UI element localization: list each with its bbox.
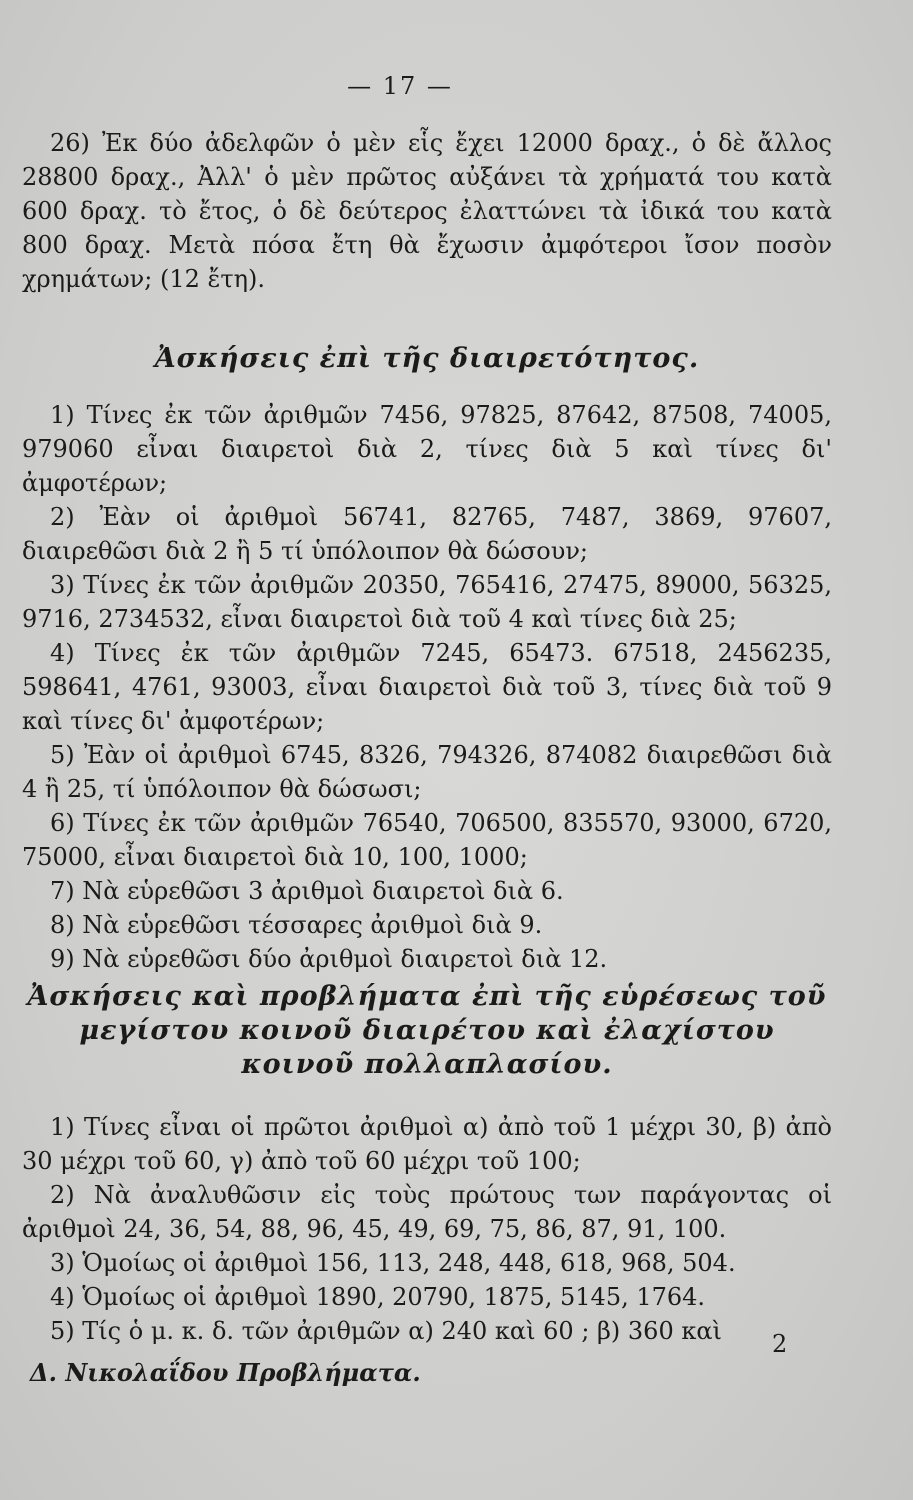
footer-book-title: Δ. Νικολαΐδου Προβλήματα. [30,1358,421,1387]
exercise-item: 7) Νὰ εὑρεθῶσι 3 ἀριθμοὶ διαιρετοὶ διὰ 6. [50,877,564,905]
problem-26: 26) Ἐκ δύο ἀδελφῶν ὁ μὲν εἷς ἔχει 12000 δραχ., ὁ δὲ ἄλλος 28800 δραχ., Ἀλλ' ὁ μὲν πρῶτος αὐξάνει τὰ χρήματά του κατὰ 600 δραχ. τὸ ἔτος, ὁ δὲ δεύτερος ἐλαττώνει τὰ ἰδικά του κατὰ 800 δραχ. Μετὰ πόσα ἔτη θὰ ἔχωσιν ἀμφότεροι ἴσον ποσὸν χρημάτων; (12 ἔτη). [22,129,832,293]
exercise-item: 4) Τίνες ἐκ τῶν ἀριθμῶν 7245, 65473. 67518, 2456235, 598641, 4761, 93003, εἶναι διαιρετοὶ διὰ τοῦ 3, τίνες διὰ τοῦ 9 καὶ τίνες δι' ἀμφοτέρων; [22,639,832,735]
exercise-item: 6) Τίνες ἐκ τῶν ἀριθμῶν 76540, 706500, 835570, 93000, 6720, 75000, εἶναι διαιρετοὶ διὰ 10, 100, 1000; [22,809,832,871]
exercise-item: 2) Νὰ ἀναλυθῶσιν εἰς τοὺς πρώτους των παράγοντας οἱ ἀριθμοὶ 24, 36, 54, 88, 96, 45, 49, 69, 75, 86, 87, 91, 100. [22,1181,832,1243]
page-number: — 17 — [347,72,453,100]
exercise-item: 4) Ὁμοίως οἱ ἀριθμοὶ 1890, 20790, 1875, 5145, 1764. [50,1283,706,1311]
exercise-item: 9) Νὰ εὑρεθῶσι δύο ἀριθμοὶ διαιρετοὶ διὰ 12. [50,945,608,973]
exercise-item: 1) Τίνες ἐκ τῶν ἀριθμῶν 7456, 97825, 87642, 87508, 74005, 979060 εἶναι διαιρετοὶ διὰ 2, τίνες διὰ 5 καὶ τίνες δι' ἀμφοτέρων; [22,401,832,497]
section-divisibility-list [22,398,832,976]
section-gcd-lcm-title-line3: κοινοῦ πολλαπλασίου. [241,1049,613,1080]
section-gcd-lcm-title-line2: μεγίστου κοινοῦ διαιρέτου καὶ ἐλαχίστου [79,1015,775,1046]
section-gcd-lcm-title [22,980,832,1082]
exercise-item: 1) Τίνες εἶναι οἱ πρῶτοι ἀριθμοὶ α) ἀπὸ τοῦ 1 μέχρι 30, β) ἀπὸ 30 μέχρι τοῦ 60, γ) ἀπὸ τοῦ 60 μέχρι τοῦ 100; [22,1113,832,1175]
footer-signature-mark: 2 [772,1330,788,1358]
exercise-item: 5) Τίς ὁ μ. κ. δ. τῶν ἀριθμῶν α) 240 καὶ 60 ; β) 360 καὶ [50,1317,722,1345]
problem-26-block [22,126,832,296]
section-divisibility-title: Ἀσκήσεις ἐπὶ τῆς διαιρετότητος. [154,343,700,374]
section-gcd-lcm-list [22,1110,832,1348]
exercise-item: 3) Ὁμοίως οἱ ἀριθμοὶ 156, 113, 248, 448, 618, 968, 504. [50,1249,736,1277]
exercise-item: 5) Ἐὰν οἱ ἀριθμοὶ 6745, 8326, 794326, 874082 διαιρεθῶσι διὰ 4 ἢ 25, τί ὑπόλοιπον θὰ δώσωσι; [22,741,832,803]
exercise-item: 3) Τίνες ἐκ τῶν ἀριθμῶν 20350, 765416, 27475, 89000, 56325, 9716, 2734532, εἶναι διαιρετοὶ διὰ τοῦ 4 καὶ τίνες διὰ 25; [22,571,832,633]
section-gcd-lcm-title-line1: Ἀσκήσεις καὶ προβλήματα ἐπὶ τῆς εὑρέσεως τοῦ [27,981,827,1012]
exercise-item: 8) Νὰ εὑρεθῶσι τέσσαρες ἀριθμοὶ διὰ 9. [50,911,543,939]
exercise-item: 2) Ἐὰν οἱ ἀριθμοὶ 56741, 82765, 7487, 3869, 97607, διαιρεθῶσι διὰ 2 ἢ 5 τί ὑπόλοιπον θὰ δώσουν; [22,503,832,565]
